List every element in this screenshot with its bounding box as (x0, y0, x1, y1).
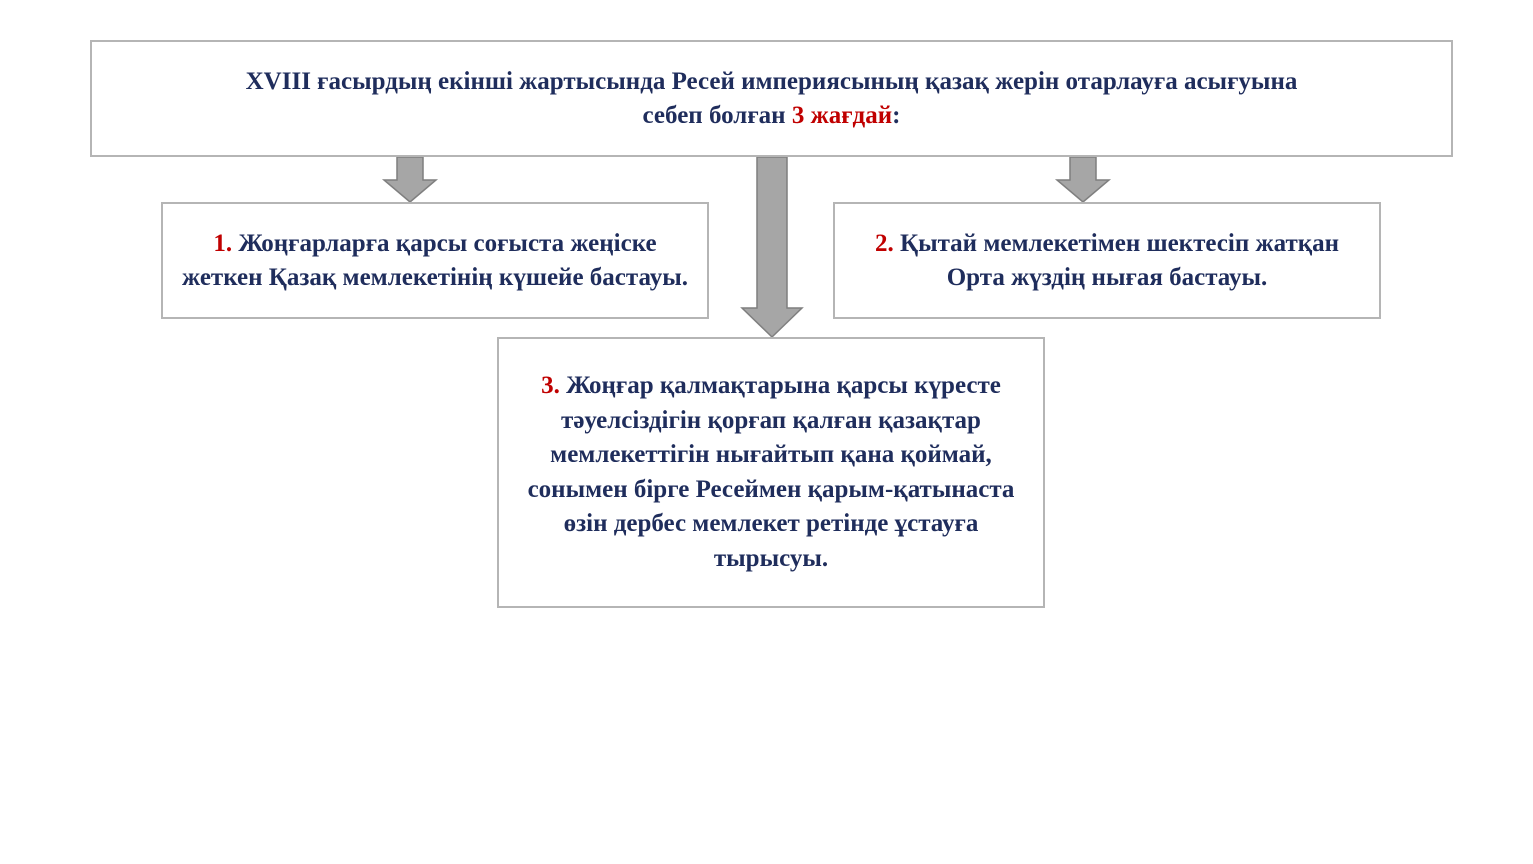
reason-box-2 (833, 202, 1381, 319)
reason-box-3 (497, 337, 1045, 608)
reason-number-2: 2. (874, 229, 894, 257)
reason-box-1 (161, 202, 709, 319)
reason-number-1: 1. (213, 229, 233, 257)
header-line-2-prefix: себеп болған (642, 101, 792, 129)
reason-text-1 (177, 227, 693, 295)
arrow-to-reason-1 (384, 157, 436, 202)
reason-body-1: Жоңғарларға қарсы соғыста жеңіске жеткен Қазақ мемлекетінің күшейе бастауы. (182, 229, 688, 291)
header-line-1: XVIII ғасырдың екінші жартысында Ресей империясының қазақ жерін отарлауға асығуына (245, 67, 1298, 95)
reason-text-3 (513, 369, 1029, 576)
reason-body-3: Жоңғар қалмақтарына қарсы күресте тәуелсіздігін қорғап қалған қазақтар мемлекеттігін нығайтып қана қоймай, сонымен бірге Ресеймен қарым-қатынаста өзін дербес мемлекет ретінде ұстауға тырысуы. (527, 372, 1015, 572)
arrow-to-reason-2 (1057, 157, 1109, 202)
reason-body-2: Қытай мемлекетімен шектесіп жатқан Орта жүздің нығая бастауы. (893, 229, 1340, 291)
header-text (246, 65, 1298, 133)
header-line-2-accent: 3 жағдай (791, 101, 893, 129)
reason-number-3: 3. (541, 372, 560, 399)
header-line-2-suffix: : (892, 101, 901, 129)
reason-text-2 (849, 227, 1365, 295)
arrow-to-reason-3 (742, 157, 802, 337)
header-box (90, 40, 1453, 157)
